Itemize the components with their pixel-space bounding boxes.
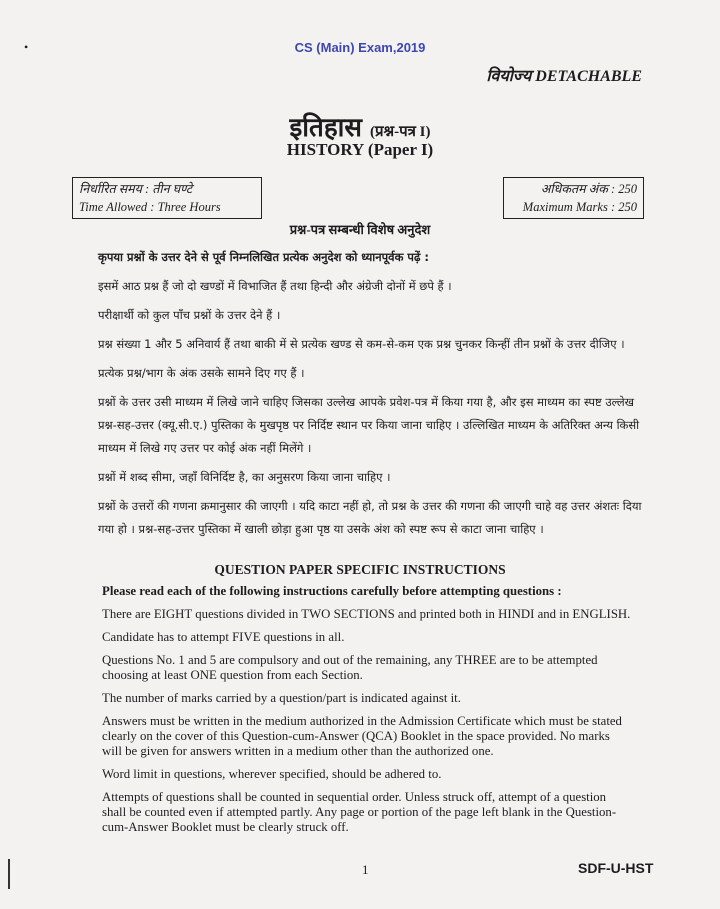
- english-instruction-item: There are EIGHT questions divided in TWO SECTIONS and printed both in HINDI and in ENGLISH.: [102, 607, 631, 621]
- paper-code: SDF-U-HST: [578, 860, 654, 876]
- title-english: HISTORY (Paper I): [286, 140, 434, 159]
- exam-stamp: CS (Main) Exam,2019: [294, 40, 426, 55]
- time-allowed-english: Time Allowed : Three Hours: [79, 200, 221, 214]
- title-hindi: [0, 108, 720, 144]
- english-instruction-item: Word limit in questions, wherever specified, should be adhered to.: [102, 767, 442, 781]
- hindi-instruction-item: प्रश्नों में शब्द सीमा, जहाँ विनिर्दिष्ट है, का अनुसरण किया जाना चाहिए ।: [98, 470, 391, 484]
- hindi-instruction-item: प्रश्नों के उत्तरों की गणना क्रमानुसार की जाएगी । यदि काटा नहीं हो, तो प्रश्न के उत्तर की गणना की जाएगी चाहे वह उत्तर अंशतः दिया गया हो । प्रश्न-सह-उत्तर पुस्तिका में खाली छोड़ा हुआ पृष्ठ या उसके अंश को स्पष्ट रूप से काटा जाना चाहिए ।: [98, 499, 642, 536]
- hindi-instruction-item: प्रश्नों के उत्तर उसी माध्यम में लिखे जाने चाहिए जिसका उल्लेख आपके प्रवेश-पत्र में किया गया है, और इस माध्यम का स्पष्ट उल्लेख प्रश्न-सह-उत्तर (क्यू.सी.ए.) पुस्तिका के मुखपृष्ठ पर निर्दिष्ट स्थान पर किया जाना चाहिए । उल्लिखित माध्यम के अतिरिक्त अन्य किसी माध्यम में लिखे गए उत्तर पर कोई अंक नहीं मिलेंगे ।: [98, 395, 640, 455]
- maximum-marks-hindi: अधिकतम अंक : 250: [540, 182, 637, 196]
- english-instruction-item: The number of marks carried by a question/part is indicated against it.: [102, 691, 461, 705]
- maximum-marks-english: Maximum Marks : 250: [522, 200, 637, 214]
- scan-dot: •: [24, 40, 29, 54]
- english-instructions-lead: Please read each of the following instructions carefully before attempting questions :: [102, 584, 562, 598]
- hindi-instructions-heading: प्रश्न-पत्र सम्बन्धी विशेष अनुदेश: [289, 222, 431, 237]
- english-instruction-item: Answers must be written in the medium authorized in the Admission Certificate which must be stated clearly on the cover of this Question-cum-Answer (QCA) Booklet in the space provided. No marks will be given for answers written in a medium other than the authorized one.: [102, 714, 622, 758]
- page-number: 1: [362, 862, 369, 877]
- hindi-instructions: [98, 246, 644, 547]
- english-instructions-heading: QUESTION PAPER SPECIFIC INSTRUCTIONS: [214, 562, 506, 577]
- hindi-instruction-item: प्रश्न संख्या 1 और 5 अनिवार्य हैं तथा बाकी में से प्रत्येक खण्ड से कम-से-कम एक प्रश्न चुनकर किन्हीं तीन प्रश्नों के उत्तर दीजिए ।: [98, 337, 625, 351]
- english-instruction-item: Candidate has to attempt FIVE questions in all.: [102, 630, 345, 644]
- hindi-instructions-lead: कृपया प्रश्नों के उत्तर देने से पूर्व निम्नलिखित प्रत्येक अनुदेश को ध्यानपूर्वक पढ़ें :: [98, 250, 430, 264]
- title-hindi-paper: (प्रश्न-पत्र I): [369, 124, 431, 140]
- english-instructions: [102, 584, 632, 843]
- title-hindi-text: इतिहास: [289, 113, 362, 142]
- time-allowed-box: [72, 177, 262, 219]
- scan-edge-mark: [8, 859, 10, 889]
- hindi-instruction-item: परीक्षार्थी को कुल पाँच प्रश्नों के उत्तर देने हैं ।: [98, 308, 281, 322]
- english-instruction-item: Questions No. 1 and 5 are compulsory and out of the remaining, any THREE are to be attempted choosing at least ONE question from each Section.: [102, 653, 598, 682]
- hindi-instruction-item: इसमें आठ प्रश्न हैं जो दो खण्डों में विभाजित हैं तथा हिन्दी और अंग्रेजी दोनों में छपे हैं ।: [98, 279, 452, 293]
- detachable-label: वियोज्य DETACHABLE: [486, 68, 642, 85]
- hindi-instruction-item: प्रत्येक प्रश्न/भाग के अंक उसके सामने दिए गए हैं ।: [98, 366, 305, 380]
- english-instruction-item: Attempts of questions shall be counted in sequential order. Unless struck off, attempt of a question shall be counted even if attempted partly. Any page or portion of the page left blank in the Question-cum-Answer Booklet must be clearly struck off.: [102, 790, 617, 834]
- time-allowed-hindi: निर्धारित समय : तीन घण्टे: [79, 182, 193, 196]
- maximum-marks-box: [503, 177, 644, 219]
